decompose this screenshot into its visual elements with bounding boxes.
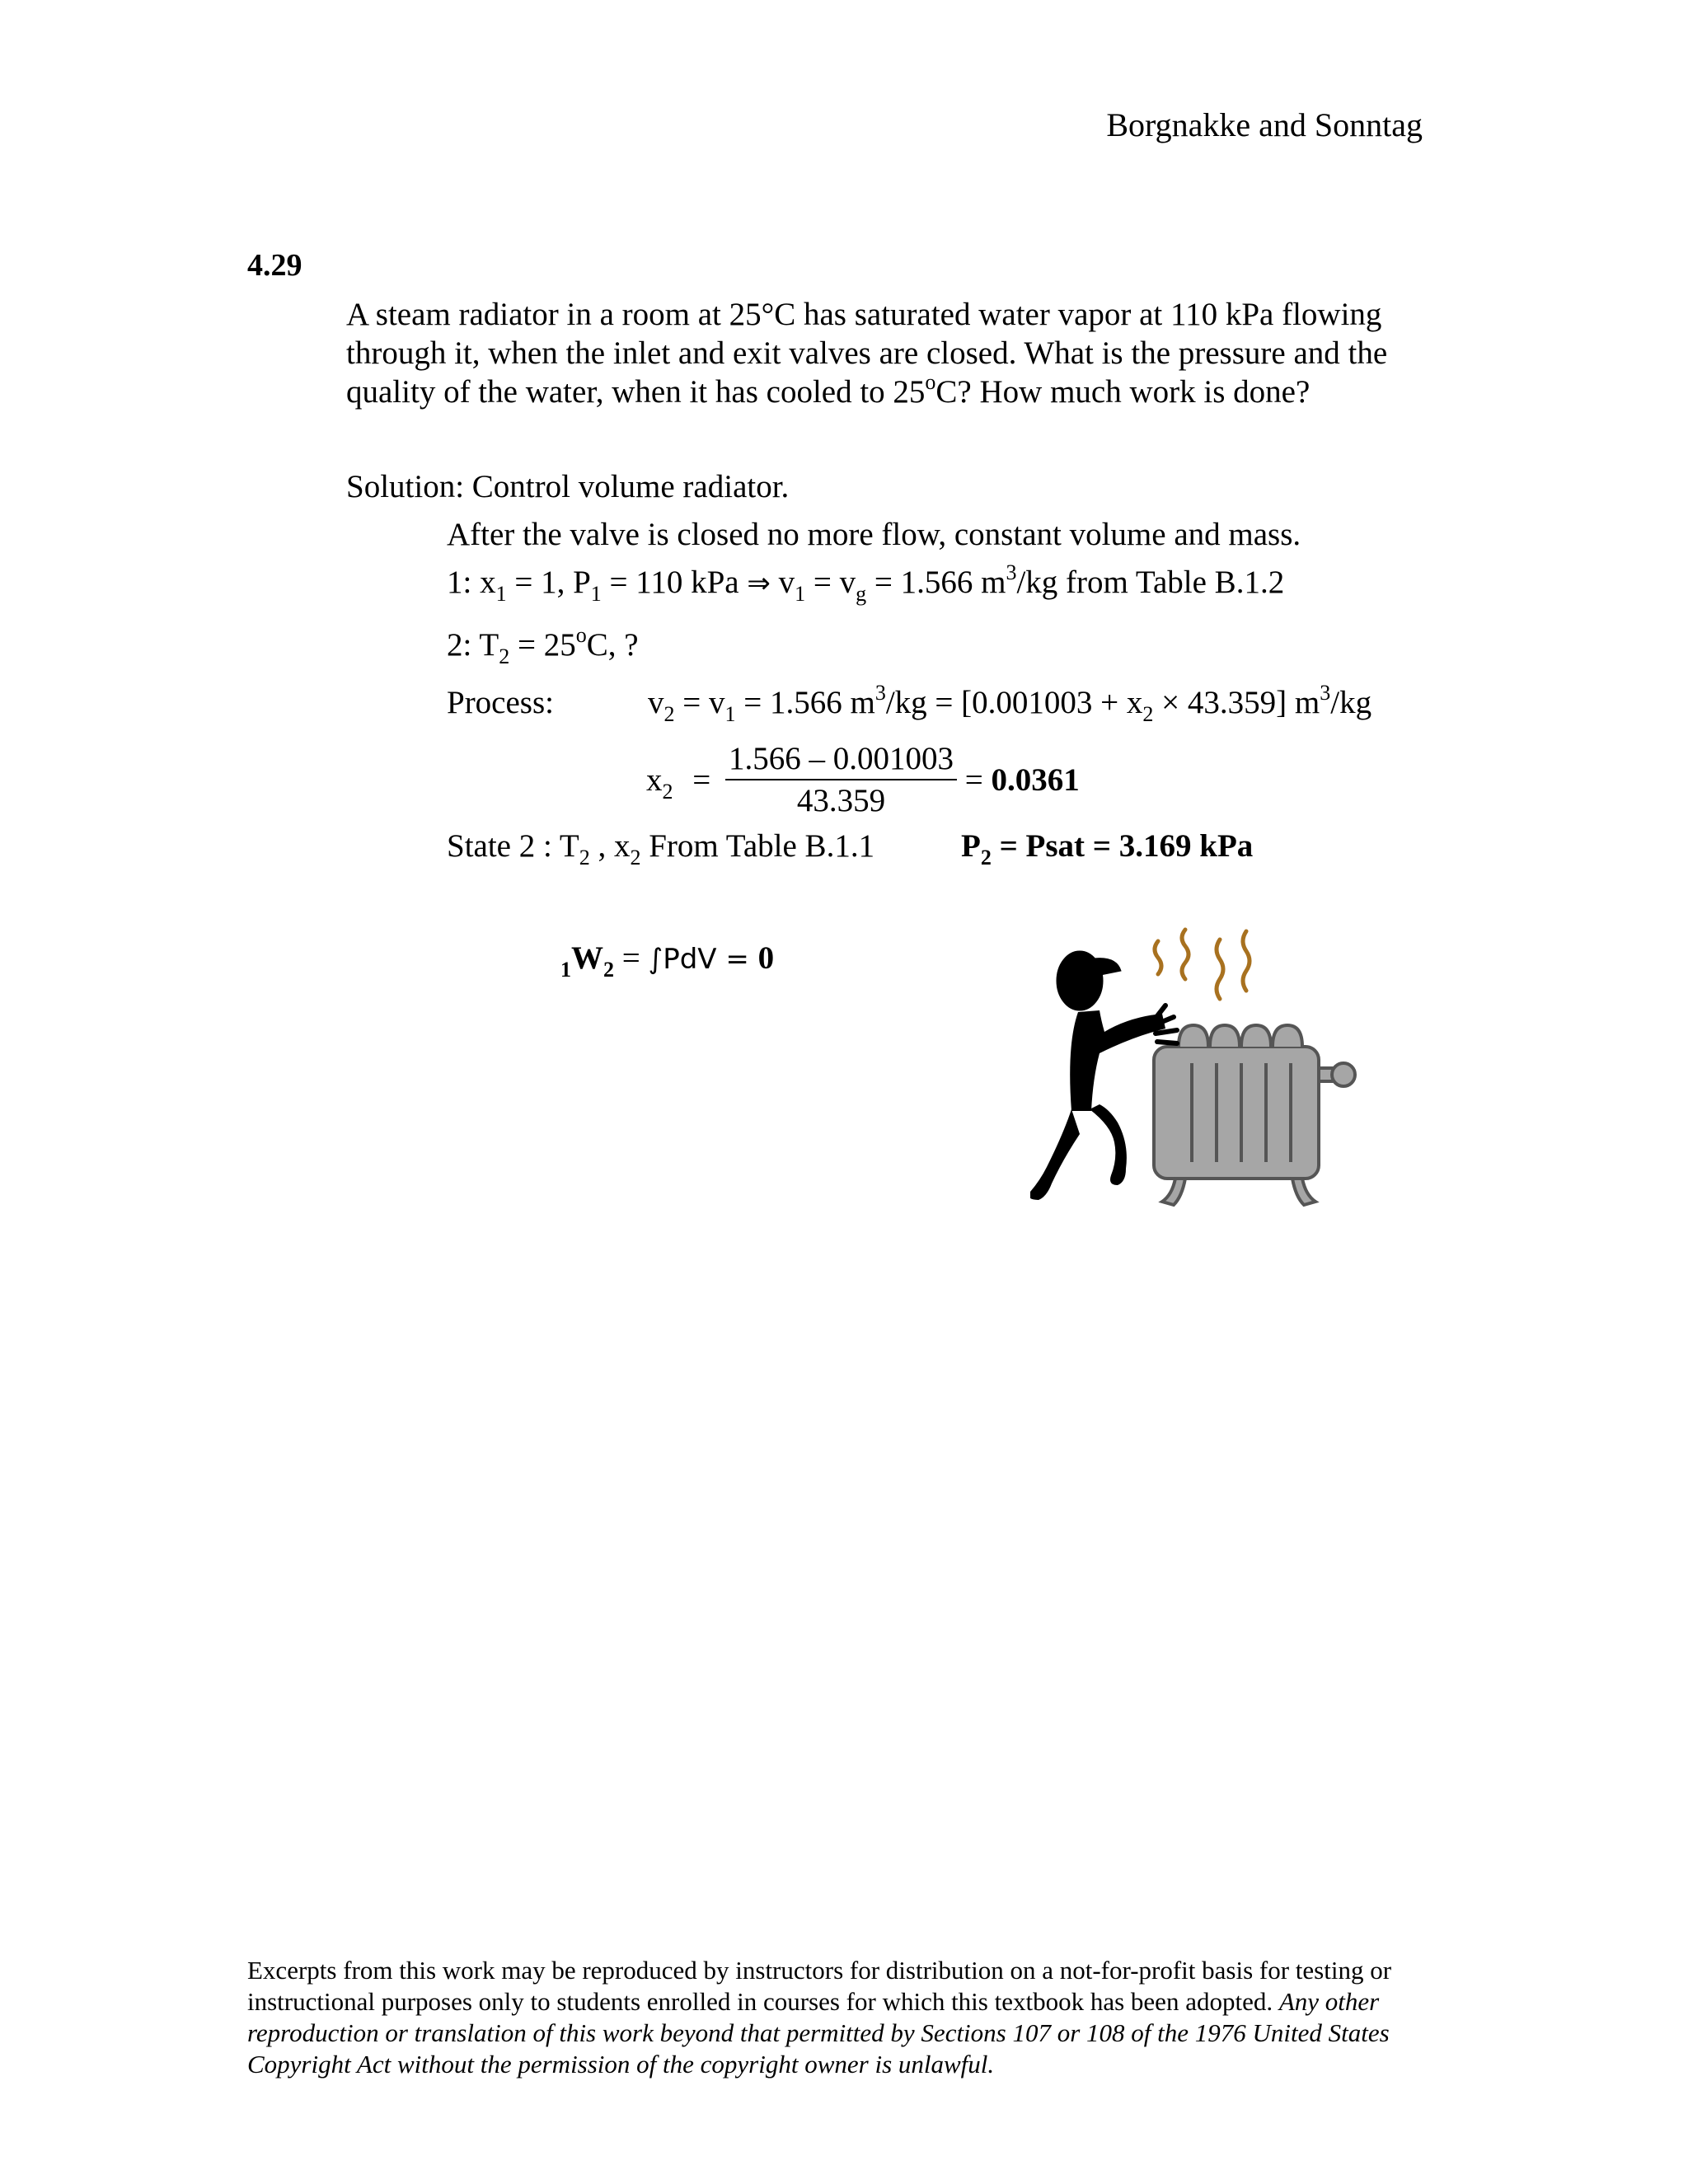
statement-line: quality of the water, when it has cooled to 25$^o$C? How much work is done? xyxy=(346,370,1311,410)
work-result: 0 xyxy=(757,940,775,976)
state-1-line: 1: $x_1 = 1$, $P_1 = 110$ kPa ⇒ $v_1 = v_g = 1.566$ $m^3/kg$ from Table B.1.2 xyxy=(447,560,1285,606)
footer-italic-text: Any other reproduction or translation of this work beyond that permitted by Sections 107 or 108 of the 1976 United States Copyright Act without the permission of the copyright owner is unlawful. xyxy=(247,1987,1390,2079)
copyright-footer xyxy=(247,1955,1467,2080)
page-header-authors: Borgnakke and Sonntag xyxy=(1106,106,1423,143)
solution-after-text: After the valve is closed no more flow, constant volume and mass. xyxy=(447,517,1301,552)
pressure-answer: $P_2$ = Psat = 3.169 kPa xyxy=(961,828,1254,869)
implies-arrow: ⇒ xyxy=(747,567,771,600)
problem-statement xyxy=(346,295,1434,415)
state-2-result-line: State 2 : $T_2$ , $x_2$ From Table B.1.1 xyxy=(447,828,875,869)
quality-result: 0.0361 xyxy=(991,762,1080,798)
statement-line: through it, when the inlet and exit valves are closed. What is the pressure and the xyxy=(346,335,1388,371)
statement-line: A steam radiator in a room at 25°C has saturated water vapor at 110 kPa flowing xyxy=(346,297,1382,332)
fraction-denominator: 43.359 xyxy=(796,783,886,818)
quality-equation: $x_2$ = $\frac{1.566 - 0.001003}{43.359}$ = 0.0361 xyxy=(646,741,1080,818)
steam-wisps xyxy=(1155,930,1250,999)
solution-intro: Solution: Control volume radiator. xyxy=(346,469,790,504)
person-at-radiator-illustration xyxy=(1030,923,1376,1253)
process-label: Process: xyxy=(447,685,554,720)
work-equation: $_1W_2 = \int PdV = 0$ xyxy=(560,940,775,982)
problem-number: 4.29 xyxy=(247,248,302,283)
integral-sign: ∫ xyxy=(648,943,663,976)
footer-normal-text: Excerpts from this work may be reproduced by instructors for distribution on a not-for-profit basis for testing or instructional purposes only to students enrolled in courses for which this textbook has been adopted. xyxy=(247,1956,1392,2016)
radiator xyxy=(1154,1025,1355,1205)
process-equation: $v_2 = v_1 = 1.566$ $m^3/kg = [0.001003 + x_2 \times 43.359]$ $m^3/kg$ xyxy=(648,681,1372,726)
quality-fraction xyxy=(725,740,957,819)
state-2-line: 2: $T_2 = 25^oC$, ? xyxy=(447,623,639,668)
fraction-numerator: 1.566 – 0.001003 xyxy=(725,740,957,780)
